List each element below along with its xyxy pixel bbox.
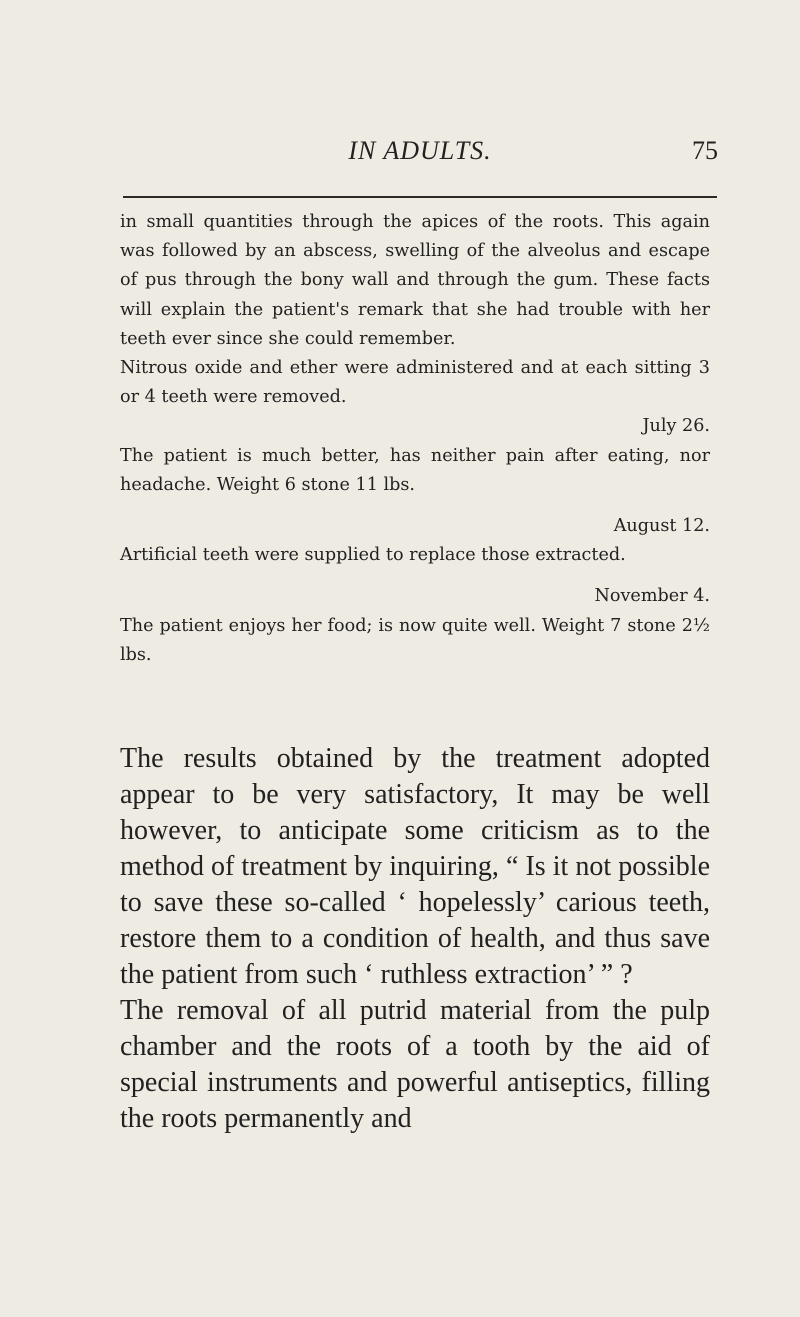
date-july: July 26. — [642, 416, 710, 437]
header-rule — [123, 196, 717, 198]
paragraph-november-note: The patient enjoys her food; is now quite well. Weight 7 stone 2½ lbs. — [120, 615, 710, 665]
page-number: 75 — [692, 136, 718, 165]
page-header — [120, 136, 720, 172]
paragraph-removal: The removal of all putrid material from the pulp chamber and the roots of a tooth by the aid of special instruments and powerful antiseptics, filling the roots permanently and — [120, 995, 710, 1134]
running-head: IN ADULTS. — [348, 136, 492, 165]
paragraph-treatment: Nitrous oxide and ether were administered and at each sitting 3 or 4 teeth were removed. — [120, 358, 710, 408]
paragraph-august-note: Artificial teeth were supplied to replace those extracted. — [120, 545, 626, 566]
case-notes — [120, 208, 710, 670]
date-november: November 4. — [594, 586, 710, 607]
paragraph-results: The results obtained by the treatment adopted appear to be very satisfactory, It may be well however, to anticipate some criticism as to the method of treatment by inquiring, “ Is it not possible to save these so-called ‘ hopelessly’ carious teeth, restore them to a condition of health, and thus save the patient from such ‘ ruthless extraction’ ” ? — [120, 743, 710, 990]
paragraph-july-note: The patient is much better, has neither pain after eating, nor headache. Weight 6 stone 11 lbs. — [120, 445, 710, 495]
date-august: August 12. — [613, 516, 710, 537]
paragraph-case-history: in small quantities through the apices of the roots. This again was followed by an abscess, swelling of the alveolus and escape of pus through the bony wall and through the gum. These facts will explain the patient's remark that she had trouble with her teeth ever since she could remember. — [120, 212, 710, 349]
main-body — [120, 741, 710, 1137]
